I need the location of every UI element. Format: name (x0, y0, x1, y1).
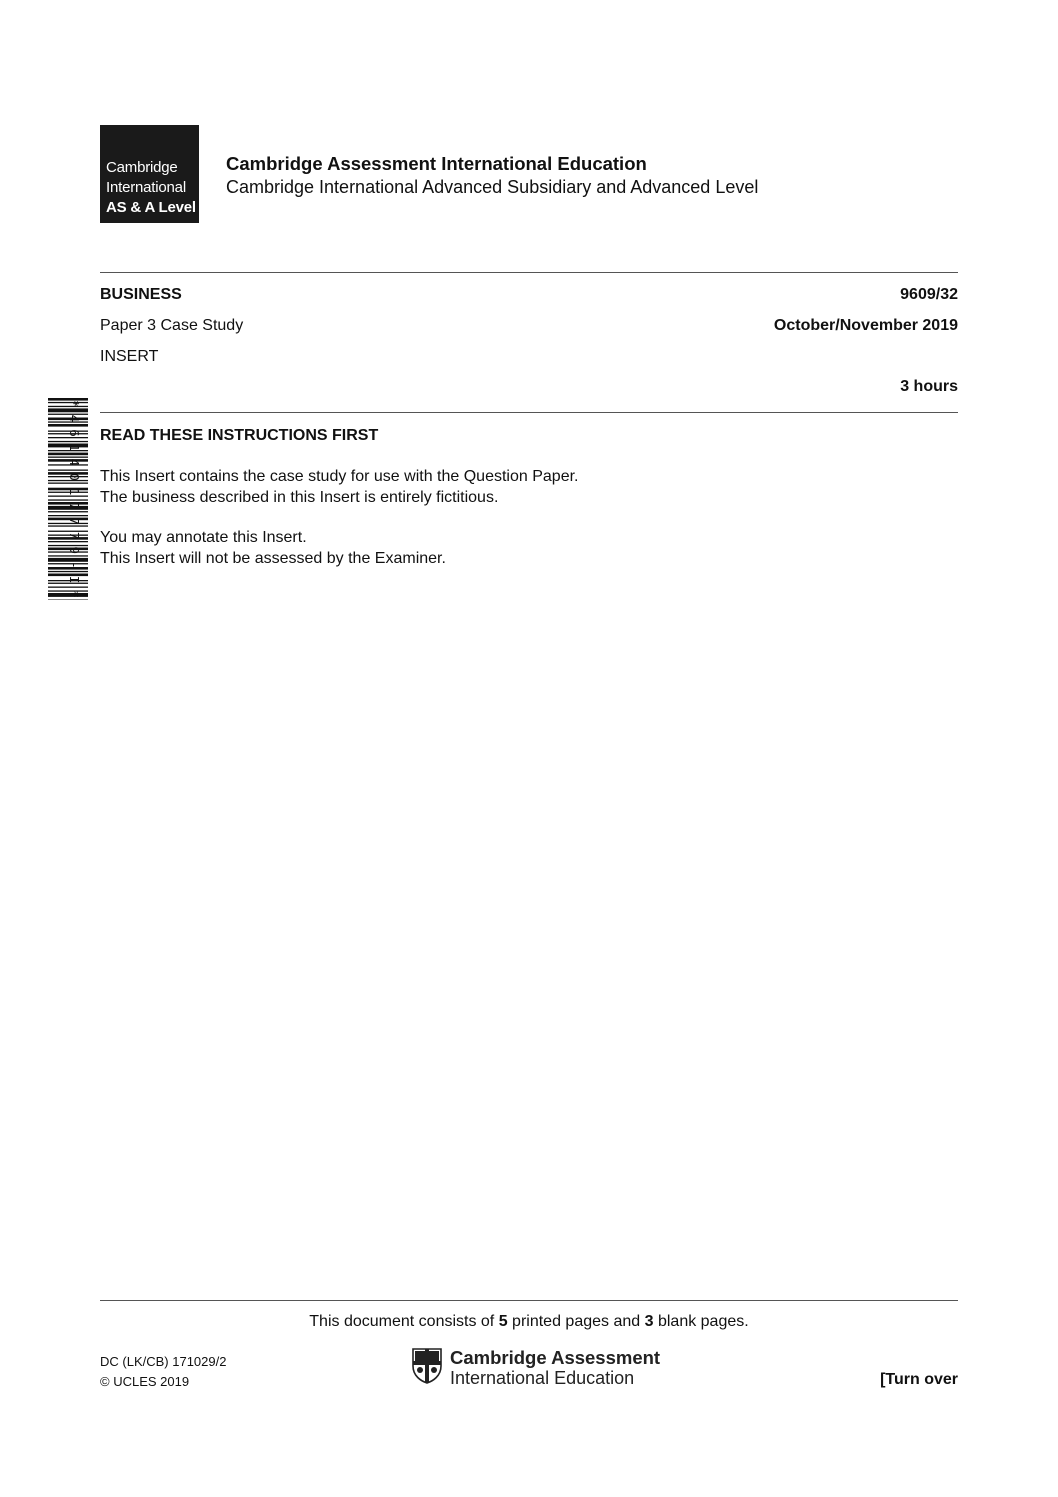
cambridge-logo (100, 125, 199, 223)
barcode-bar (48, 571, 88, 572)
logo-line-2: International (106, 179, 186, 196)
cambridge-crest-icon (412, 1348, 442, 1384)
org-title: Cambridge Assessment International Education (226, 153, 647, 174)
document-type: INSERT (100, 348, 159, 365)
barcode-bar (48, 496, 88, 497)
barcode-bar (48, 408, 88, 412)
dc-code: DC (LK/CB) 171029/2 (100, 1354, 227, 1369)
subject: BUSINESS (100, 286, 182, 303)
brand-line-1: Cambridge Assessment (450, 1347, 661, 1368)
barcode-bar (48, 525, 88, 526)
exam-duration: 3 hours (900, 378, 958, 395)
details-divider (100, 412, 958, 413)
barcode-bar (48, 515, 88, 516)
barcode-bar (48, 441, 88, 442)
logo-line-1: Cambridge (106, 159, 178, 176)
barcode-bar (48, 470, 88, 471)
instruction-line-3: You may annotate this Insert. (100, 529, 307, 546)
org-subtitle: Cambridge International Advanced Subsidiary and Advanced Level (226, 177, 759, 197)
page-note-suffix: blank pages. (653, 1313, 749, 1330)
printed-pages-count: 5 (498, 1313, 508, 1330)
page-note-prefix: This document consists of (309, 1313, 499, 1330)
turn-over: [Turn over (880, 1371, 958, 1388)
syllabus-code: 9609/32 (900, 286, 958, 303)
barcode-bar (48, 541, 88, 542)
barcode-bars (48, 398, 88, 600)
barcode-bar (48, 555, 88, 556)
barcode-bar (48, 587, 88, 588)
instruction-line-2: The business described in this Insert is entirely fictitious. (100, 489, 499, 506)
page-count-note (0, 1313, 1058, 1331)
logo-line-3: AS & A Level (106, 199, 196, 216)
barcode (34, 398, 88, 600)
copyright: © UCLES 2019 (100, 1374, 190, 1389)
brand-line-2: International Education (450, 1368, 635, 1388)
instruction-line-1: This Insert contains the case study for use with the Question Paper. (100, 468, 579, 485)
barcode-bar (48, 453, 88, 456)
barcode-bar (48, 457, 88, 458)
barcode-bar (48, 483, 88, 484)
page-note-middle: printed pages and (507, 1313, 645, 1330)
instructions-heading: READ THESE INSTRUCTIONS FIRST (100, 427, 379, 444)
barcode-text: *4614017779-I* (67, 400, 82, 598)
barcode-bar (48, 499, 88, 500)
barcode-bar (48, 437, 88, 438)
paper-title: Paper 3 Case Study (100, 317, 244, 334)
barcode-bar (48, 600, 88, 601)
exam-session: October/November 2019 (773, 317, 958, 334)
footer-divider (100, 1300, 958, 1301)
blank-pages-count: 3 (644, 1313, 654, 1330)
barcode-bar (48, 511, 88, 512)
instruction-line-4: This Insert will not be assessed by the Examiner. (100, 550, 446, 567)
barcode-bar (48, 424, 88, 427)
top-divider (100, 272, 958, 273)
